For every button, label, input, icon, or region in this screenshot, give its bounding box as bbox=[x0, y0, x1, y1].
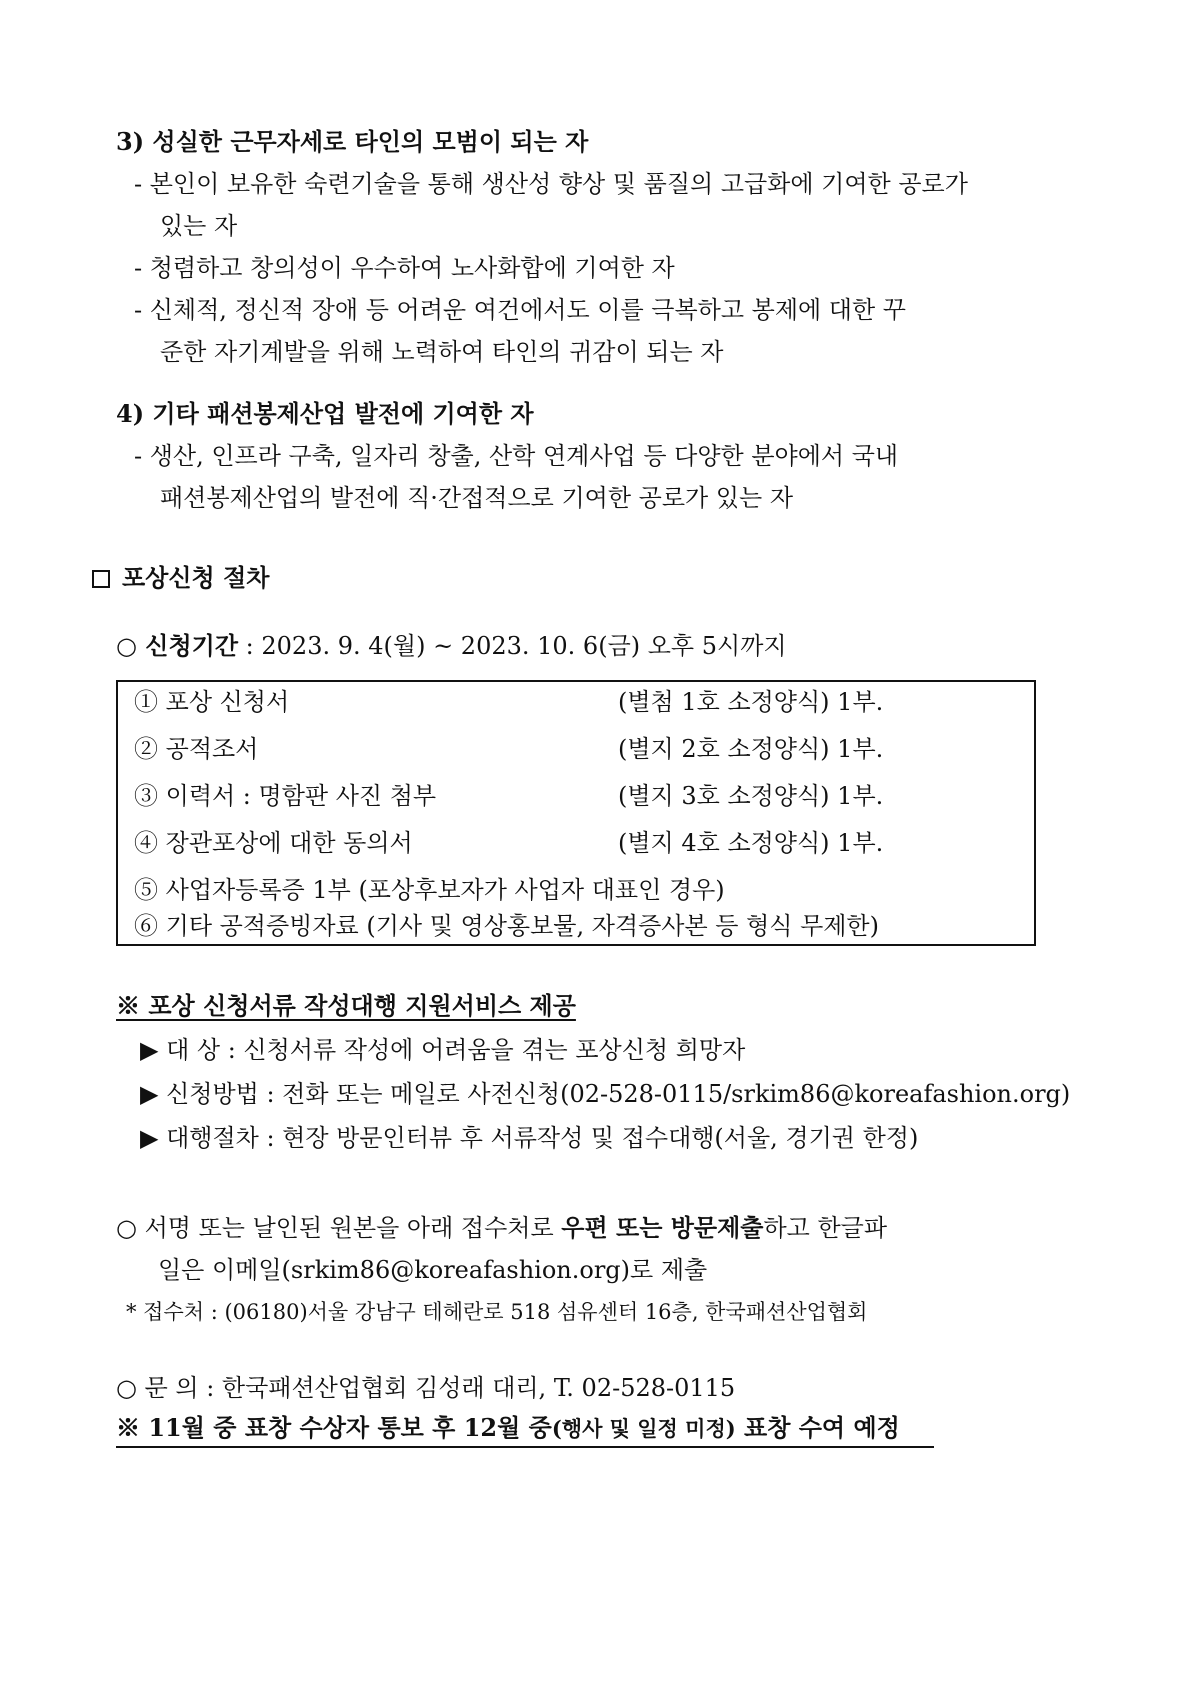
doc-6: ⑥ 기타 공적증빙자료 (기사 및 영상홍보물, 자격증사본 등 형식 무제한) bbox=[134, 912, 879, 940]
submission-method: 우편 또는 방문제출 bbox=[561, 1213, 764, 1242]
doc-1: ① 포상 신청서 bbox=[134, 688, 290, 716]
support-method: ▶ 신청방법 : 전화 또는 메일로 사전신청(02-528-0115/srkim86@koreafashion.org) bbox=[140, 1080, 1071, 1108]
final-notice bbox=[116, 1412, 900, 1445]
submission-line-2: 일은 이메일(srkim86@koreafashion.org)로 제출 bbox=[158, 1256, 708, 1284]
doc-2: ② 공적조서 bbox=[134, 735, 259, 763]
doc-1-note: (별첨 1호 소정양식) 1부. bbox=[618, 688, 884, 716]
submission-pre: ○ 서명 또는 날인된 원본을 아래 접수처로 bbox=[116, 1214, 562, 1242]
doc-3-note: (별지 3호 소정양식) 1부. bbox=[618, 782, 884, 810]
final-notice-small: (행사 및 일정 미정) bbox=[551, 1416, 736, 1441]
section-3-bullet-1-line-2: 있는 자 bbox=[160, 212, 238, 240]
submission-post: 하고 한글파 bbox=[763, 1214, 888, 1242]
section-3-heading: 3) 성실한 근무자세로 타인의 모범이 되는 자 bbox=[116, 127, 589, 156]
final-notice-underline bbox=[116, 1446, 934, 1448]
support-target: ▶ 대 상 : 신청서류 작성에 어려움을 겪는 포상신청 희망자 bbox=[140, 1036, 746, 1064]
doc-4: ④ 장관포상에 대한 동의서 bbox=[134, 829, 413, 857]
support-process: ▶ 대행절차 : 현장 방문인터뷰 후 서류작성 및 접수대행(서울, 경기권 한정) bbox=[140, 1124, 919, 1152]
section-4-heading: 4) 기타 패션봉제산업 발전에 기여한 자 bbox=[116, 399, 534, 428]
doc-2-note: (별지 2호 소정양식) 1부. bbox=[618, 735, 884, 763]
checkbox-square-icon bbox=[92, 570, 110, 588]
final-notice-pre: ※ 11월 중 표창 수상자 통보 후 12월 중 bbox=[116, 1413, 552, 1442]
application-period-value: : 2023. 9. 4(월) ~ 2023. 10. 6(금) 오후 5시까지 bbox=[238, 632, 787, 660]
procedure-heading bbox=[92, 562, 269, 594]
application-period bbox=[116, 630, 787, 662]
section-3-bullet-2: - 청렴하고 창의성이 우수하여 노사화합에 기여한 자 bbox=[134, 254, 675, 282]
contact-info: ○ 문 의 : 한국패션산업협회 김성래 대리, T. 02-528-0115 bbox=[116, 1374, 736, 1402]
doc-3: ③ 이력서 : 명함판 사진 첨부 bbox=[134, 782, 437, 810]
doc-4-note: (별지 4호 소정양식) 1부. bbox=[618, 829, 884, 857]
section-4-bullet-1-line-2: 패션봉제산업의 발전에 직·간접적으로 기여한 공로가 있는 자 bbox=[160, 484, 794, 512]
section-3-bullet-3-line-1: - 신체적, 정신적 장애 등 어려운 여건에서도 이를 극복하고 봉제에 대한 꾸 bbox=[134, 296, 906, 324]
procedure-heading-text: 포상신청 절차 bbox=[122, 563, 270, 592]
submission-line-1 bbox=[116, 1212, 887, 1244]
submission-address: * 접수처 : (06180)서울 강남구 테헤란로 518 섬유센터 16층, 한국패션산업협회 bbox=[126, 1300, 868, 1324]
section-3-bullet-1-line-1: - 본인이 보유한 숙련기술을 통해 생산성 향상 및 품질의 고급화에 기여한 공로가 bbox=[134, 170, 968, 198]
required-documents-box bbox=[116, 680, 1036, 946]
support-service-heading: ※ 포상 신청서류 작성대행 지원서비스 제공 bbox=[116, 991, 576, 1020]
application-period-label: ○ 신청기간 bbox=[116, 631, 239, 660]
doc-5: ⑤ 사업자등록증 1부 (포상후보자가 사업자 대표인 경우) bbox=[134, 876, 725, 904]
section-3-bullet-3-line-2: 준한 자기계발을 위해 노력하여 타인의 귀감이 되는 자 bbox=[160, 338, 724, 366]
final-notice-post: 표창 수여 예정 bbox=[735, 1413, 900, 1442]
section-4-bullet-1-line-1: - 생산, 인프라 구축, 일자리 창출, 산학 연계사업 등 다양한 분야에서 국내 bbox=[134, 442, 899, 470]
